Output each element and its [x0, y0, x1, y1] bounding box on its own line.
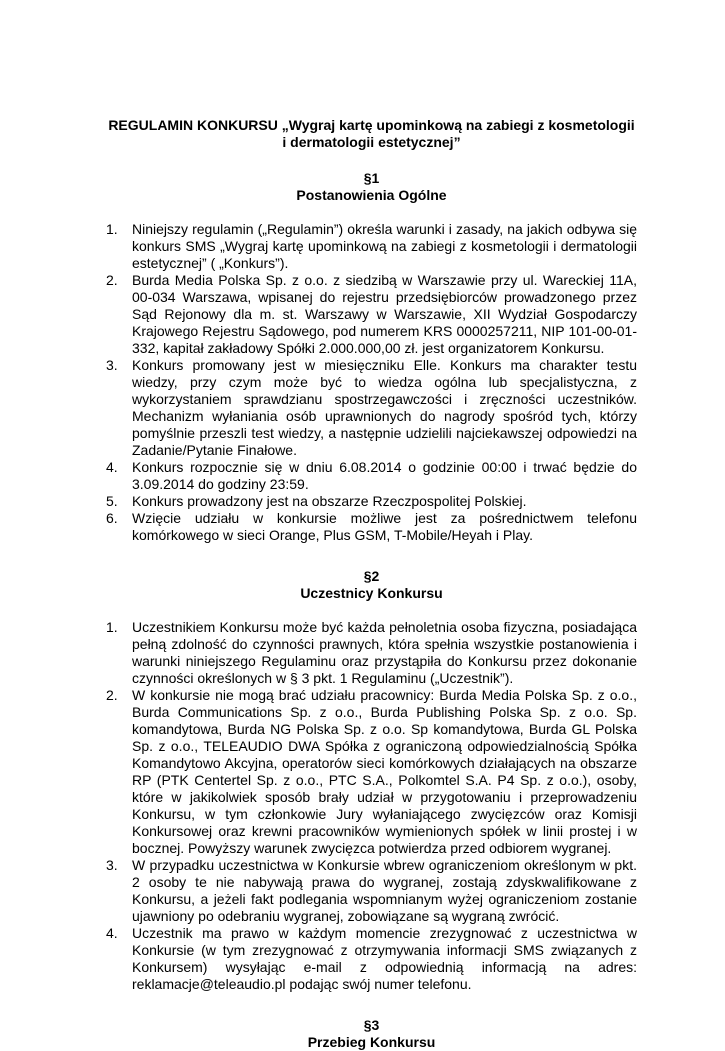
list-item: [106, 857, 637, 925]
item-number: 3.: [106, 857, 118, 873]
list-item: [106, 221, 637, 272]
item-text: W przypadku uczestnictwa w Konkursie wbrew ograniczeniom określonym w pkt. 2 osoby te nie nabywają prawa do wygranej, zostają zdyskwalifikowane z Konkursu, a jeżeli fakt podlegania wspomnianym wyżej ograniczeniom zostanie ujawniony po odebraniu wygranej, zobowiązane są wygraną zwrócić.: [132, 857, 637, 924]
item-text: Uczestnikiem Konkursu może być każda pełnoletnia osoba fizyczna, posiadająca pełną zdolność do czynności prawnych, która spełnia wszystkie postanowienia i warunki niniejszego Regulaminu oraz przystąpiła do Konkursu przez dokonanie czynności określonych w § 3 pkt. 1 Regulaminu („Uczestnik”).: [132, 619, 637, 686]
section-2-heading: [106, 568, 637, 602]
section-title: Przebieg Konkursu: [307, 1034, 436, 1050]
item-number: 2.: [106, 272, 118, 288]
list-item: [106, 687, 637, 857]
list-item: [106, 619, 637, 687]
list-item: [106, 357, 637, 459]
section-2-list: [106, 619, 637, 993]
list-item: [106, 925, 637, 993]
section-1-list: [106, 221, 637, 544]
item-text: Wzięcie udziału w konkursie możliwe jest za pośrednictwem telefonu komórkowego w sieci Orange, Plus GSM, T-Mobile/Heyah i Play.: [132, 510, 637, 543]
item-number: 3.: [106, 357, 118, 373]
section-3-heading: [106, 1017, 637, 1051]
document-title-line-1: REGULAMIN KONKURSU „Wygraj kartę upominkową na zabiegi z kosmetologii: [108, 117, 635, 133]
document-title: [106, 117, 637, 151]
list-item: [106, 459, 637, 493]
item-text: Niniejszy regulamin („Regulamin”) określa warunki i zasady, na jakich odbywa się konkurs SMS „Wygraj kartę upominkową na zabiegi z kosmetologii i dermatologii estetycznej” ( „Konkurs”).: [132, 221, 637, 271]
section-title: Postanowienia Ogólne: [296, 187, 447, 203]
item-number: 4.: [106, 925, 118, 941]
list-item: [106, 272, 637, 357]
section-mark: §3: [363, 1017, 380, 1033]
section-title: Uczestnicy Konkursu: [300, 585, 443, 601]
item-text: Burda Media Polska Sp. z o.o. z siedzibą w Warszawie przy ul. Wareckiej 11A, 00-034 Warszawa, wpisanej do rejestru przedsiębiorców prowadzonego przez Sąd Rejonowy dla m. st. Warszawy w Warszawie, XII Wydział Gospodarczy Krajowego Rejestru Sądowego, pod numerem KRS 0000257211, NIP 101-00-01-332, kapitał zakładowy Spółki 2.000.000,00 zł. jest organizatorem Konkursu.: [132, 272, 637, 356]
item-number: 4.: [106, 459, 118, 475]
item-number: 5.: [106, 493, 118, 509]
list-item: [106, 493, 637, 510]
section-mark: §2: [363, 568, 380, 584]
item-number: 1.: [106, 221, 118, 237]
section-1-heading: [106, 170, 637, 204]
item-number: 1.: [106, 619, 118, 635]
section-mark: §1: [363, 170, 380, 186]
item-text: W konkursie nie mogą brać udziału pracownicy: Burda Media Polska Sp. z o.o., Burda Communications Sp. z o.o., Burda Publishing Polska Sp. z o.o. Sp. komandytowa, Burda NG Polska Sp. z o.o. Sp komandytowa, Burda GL Polska Sp. z o.o., TELEAUDIO DWA Spółka z ograniczoną odpowiedzialnością Spółka Komandytowo Akcyjna, operatorów sieci komórkowych działających na obszarze RP (PTK Centertel Sp. z o.o., PTC S.A., Polkomtel S.A. P4 Sp. z o.o.), osoby, które w jakikolwiek sposób brały udział w przygotowaniu i przeprowadzeniu Konkursu, w tym członkowie Jury wyłaniającego zwycięzców oraz Komisji Konkursowej oraz krewni pracowników wymienionych spółek w linii prostej i w bocznej. Powyższy warunek zwycięzca potwierdza przed odbiorem wygranej.: [132, 687, 637, 856]
item-text: Konkurs prowadzony jest na obszarze Rzeczpospolitej Polskiej.: [132, 493, 527, 509]
document-title-line-2: i dermatologii estetycznej”: [282, 134, 461, 150]
item-text: Uczestnik ma prawo w każdym momencie zrezygnować z uczestnictwa w Konkursie (w tym zrezygnować z otrzymywania informacji SMS związanych z Konkursem) wysyłając e-mail z odpowiednią informacją na adres: reklamacje@teleaudio.pl podając swój numer telefonu.: [132, 925, 637, 992]
list-item: [106, 510, 637, 544]
item-text: Konkurs promowany jest w miesięczniku Elle. Konkurs ma charakter testu wiedzy, przy czym może być to wiedza ogólna lub specjalistyczna, z wykorzystaniem sprawdzianu spostrzegawczości i zręczności uczestników. Mechanizm wyłaniania osób uprawnionych do nagrody spośród tych, którzy pomyślnie przeszli test wiedzy, a następnie udzielili najciekawszej odpowiedzi na Zadanie/Pytanie Finałowe.: [132, 357, 637, 458]
item-number: 6.: [106, 510, 118, 526]
item-number: 2.: [106, 687, 118, 703]
item-text: Konkurs rozpocznie się w dniu 6.08.2014 o godzinie 00:00 i trwać będzie do 3.09.2014 do godziny 23:59.: [132, 459, 637, 492]
